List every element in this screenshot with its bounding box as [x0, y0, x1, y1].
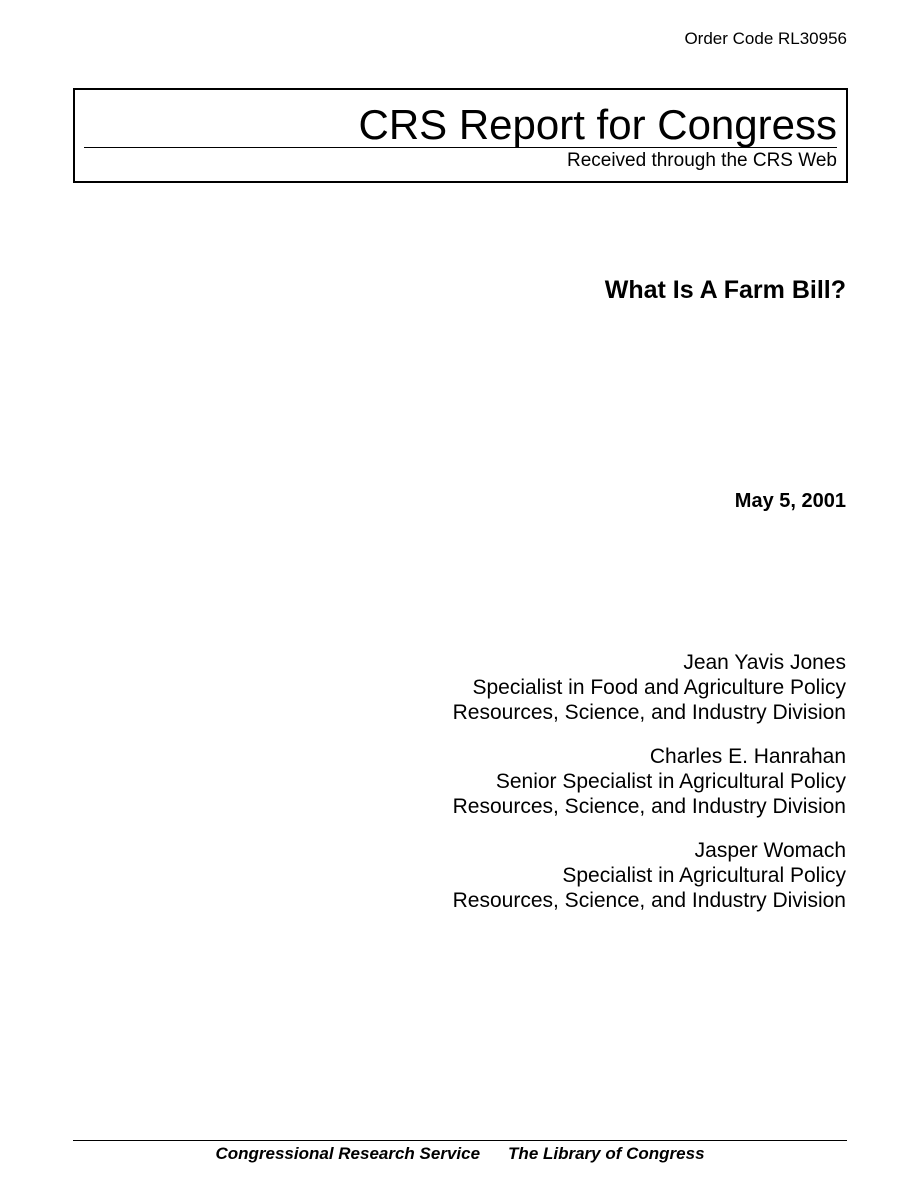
- author-name: Jasper Womach: [694, 839, 846, 862]
- document-title: What Is A Farm Bill?: [604, 276, 846, 304]
- author-block: [453, 838, 846, 913]
- author-block: [453, 650, 846, 725]
- author-block: [453, 744, 846, 819]
- author-position: Specialist in Food and Agriculture Policy: [472, 676, 846, 699]
- report-source-subtitle: Received through the CRS Web: [566, 150, 837, 171]
- order-code: Order Code RL30956: [684, 29, 847, 48]
- header-divider: [84, 147, 837, 148]
- footer-organization: Congressional Research Service: [215, 1144, 481, 1163]
- author-name: Jean Yavis Jones: [683, 651, 846, 674]
- author-position: Specialist in Agricultural Policy: [562, 864, 846, 887]
- report-series-title: CRS Report for Congress: [358, 101, 837, 148]
- page-footer: [0, 1143, 920, 1165]
- footer-library: The Library of Congress: [508, 1144, 705, 1163]
- author-name: Charles E. Hanrahan: [649, 745, 846, 768]
- author-division: Resources, Science, and Industry Division: [452, 889, 846, 912]
- report-header-box: [73, 88, 848, 183]
- author-division: Resources, Science, and Industry Division: [452, 701, 846, 724]
- author-position: Senior Specialist in Agricultural Policy: [495, 770, 846, 793]
- document-date: May 5, 2001: [734, 490, 846, 512]
- footer-divider: [73, 1140, 847, 1141]
- author-list: [453, 650, 846, 932]
- author-division: Resources, Science, and Industry Division: [452, 795, 846, 818]
